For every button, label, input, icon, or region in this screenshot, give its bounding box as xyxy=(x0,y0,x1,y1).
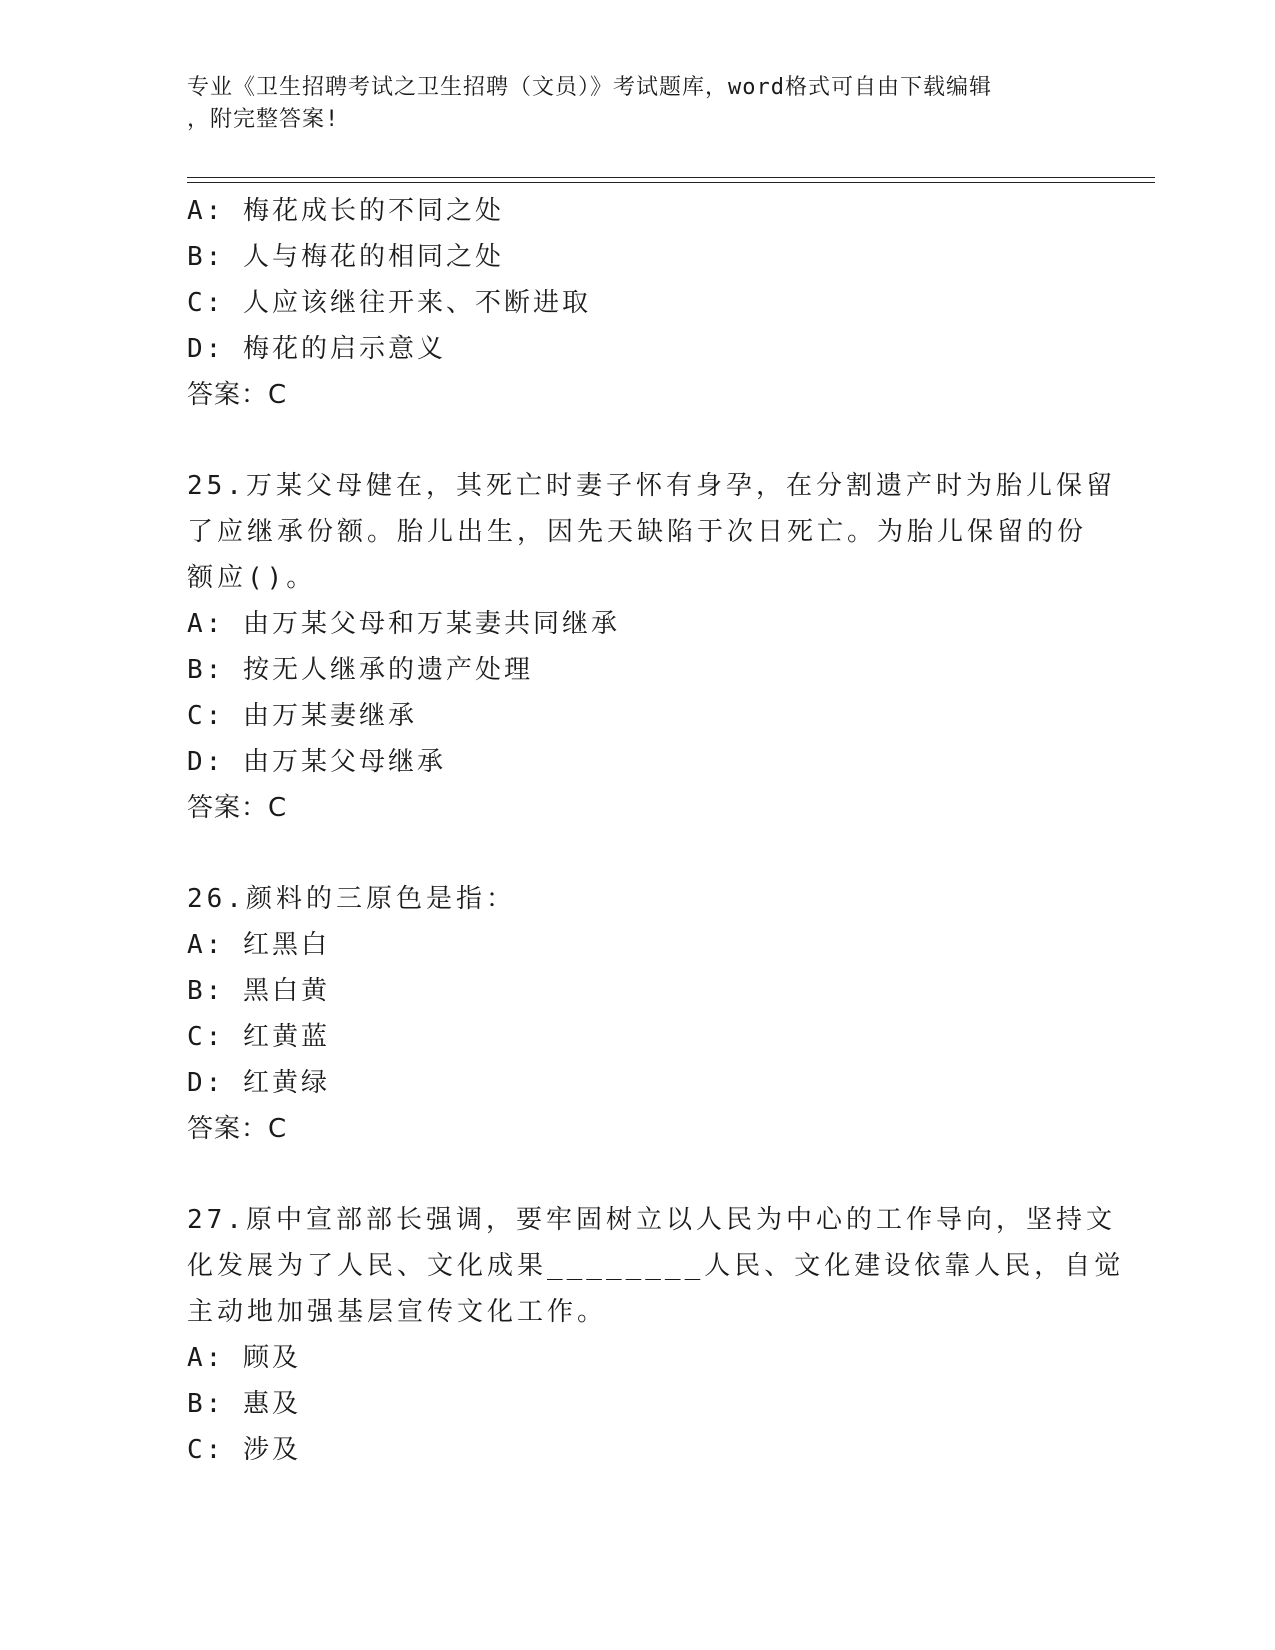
header-line-1: 专业《卫生招聘考试之卫生招聘（文员）》考试题库，word格式可自由下载编辑 xyxy=(187,75,992,100)
option-c: C: 人应该继往开来、不断进取 xyxy=(187,288,591,318)
answer-line: 答案：C xyxy=(187,793,288,823)
question-text-line: 化发展为了人民、文化成果________人民、文化建设依靠人民，自觉 xyxy=(187,1251,1125,1281)
question-list xyxy=(187,188,1125,1473)
option-a: A: 顾及 xyxy=(187,1343,301,1373)
option-a: A: 梅花成长的不同之处 xyxy=(187,196,504,226)
question-block xyxy=(187,463,1116,831)
option-d: D: 梅花的启示意义 xyxy=(187,334,446,364)
header-line-2: ，附完整答案! xyxy=(187,107,340,132)
option-a: A: 红黑白 xyxy=(187,930,330,960)
header-divider-bottom xyxy=(187,182,1155,183)
option-a: A: 由万某父母和万某妻共同继承 xyxy=(187,609,620,639)
header-divider-top xyxy=(187,177,1155,178)
document-header xyxy=(187,72,1067,136)
option-b: B: 按无人继承的遗产处理 xyxy=(187,655,533,685)
option-b: B: 黑白黄 xyxy=(187,976,330,1006)
option-b: B: 惠及 xyxy=(187,1389,301,1419)
question-text-line: 了应继承份额。胎儿出生，因先天缺陷于次日死亡。为胎儿保留的份 xyxy=(187,517,1088,547)
question-block xyxy=(187,876,1087,1152)
question-block xyxy=(187,1197,1125,1473)
answer-line: 答案：C xyxy=(187,380,288,410)
question-text-line: 26.颜料的三原色是指： xyxy=(187,884,516,914)
option-b: B: 人与梅花的相同之处 xyxy=(187,242,504,272)
option-d: D: 红黄绿 xyxy=(187,1068,330,1098)
question-text-line: 额应()。 xyxy=(187,563,317,593)
answer-line: 答案：C xyxy=(187,1114,288,1144)
question-text-line: 25.万某父母健在，其死亡时妻子怀有身孕，在分割遗产时为胎儿保留 xyxy=(187,471,1116,501)
option-c: C: 红黄蓝 xyxy=(187,1022,330,1052)
question-text-line: 主动地加强基层宣传文化工作。 xyxy=(187,1297,608,1327)
option-c: C: 由万某妻继承 xyxy=(187,701,417,731)
question-text-line: 27.原中宣部部长强调，要牢固树立以人民为中心的工作导向，坚持文 xyxy=(187,1205,1116,1235)
option-d: D: 由万某父母继承 xyxy=(187,747,446,777)
option-c: C: 涉及 xyxy=(187,1435,301,1465)
question-block xyxy=(187,188,1087,418)
